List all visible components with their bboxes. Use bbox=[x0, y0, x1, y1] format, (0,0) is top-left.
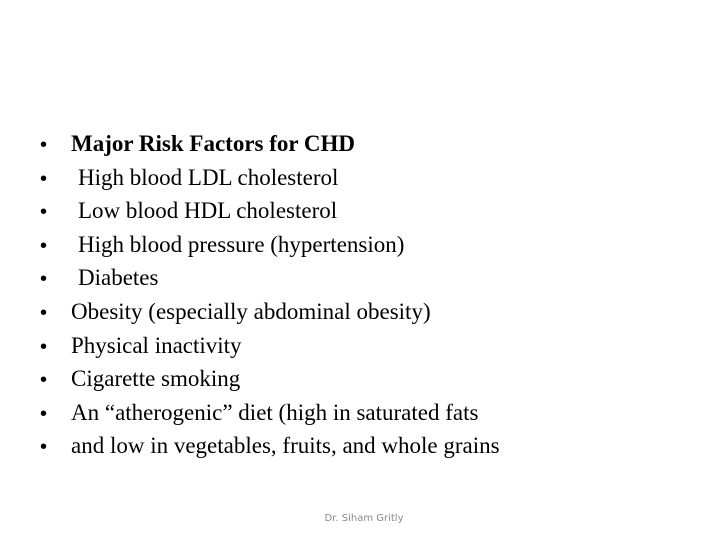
bullet-text: An “atherogenic” diet (high in saturated fats bbox=[71, 399, 479, 425]
bullet-text: Major Risk Factors for CHD bbox=[71, 131, 356, 156]
bullet-icon: • bbox=[40, 369, 48, 392]
bullet-icon: • bbox=[40, 268, 48, 291]
bullet-text: High blood LDL cholesterol bbox=[78, 164, 339, 190]
bullet-item bbox=[40, 262, 500, 296]
bullet-icon: • bbox=[40, 167, 48, 190]
bullet-text: Low blood HDL cholesterol bbox=[78, 198, 338, 224]
bullet-icon: • bbox=[40, 234, 48, 257]
bullet-text: Obesity (especially abdominal obesity) bbox=[71, 298, 431, 324]
bullet-item-heading bbox=[40, 128, 500, 162]
bullet-text: High blood pressure (hypertension) bbox=[78, 231, 405, 257]
bullet-item bbox=[40, 430, 500, 464]
bullet-item bbox=[40, 229, 500, 263]
bullet-item bbox=[40, 162, 500, 196]
bullet-item bbox=[40, 330, 500, 364]
bullet-icon: • bbox=[40, 335, 48, 358]
bullet-icon: • bbox=[40, 134, 48, 156]
bullet-item bbox=[40, 397, 500, 431]
bullet-list bbox=[40, 128, 500, 464]
bullet-icon: • bbox=[40, 436, 48, 459]
bullet-text: and low in vegetables, fruits, and whole grains bbox=[71, 433, 500, 459]
bullet-item bbox=[40, 296, 500, 330]
bullet-item bbox=[40, 363, 500, 397]
bullet-item bbox=[40, 195, 500, 229]
slide-footer-author: Dr. Siham Gritly bbox=[324, 513, 404, 524]
bullet-icon: • bbox=[40, 402, 48, 425]
bullet-icon: • bbox=[40, 301, 48, 324]
bullet-icon: • bbox=[40, 201, 48, 224]
bullet-text: Physical inactivity bbox=[71, 332, 242, 358]
bullet-text: Cigarette smoking bbox=[71, 366, 241, 392]
bullet-text: Diabetes bbox=[78, 265, 159, 291]
